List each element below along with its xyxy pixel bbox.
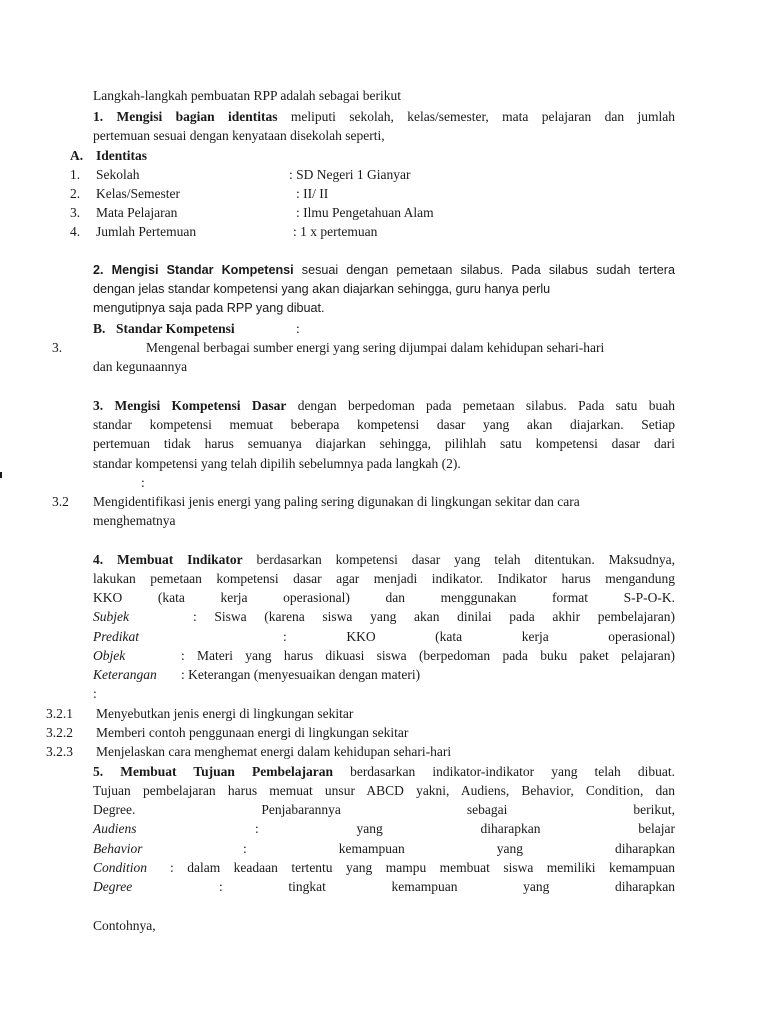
- behavior-text: : kemampuan yang diharapkan: [243, 841, 675, 856]
- step3-line-4: standar kompetensi yang telah dipilih sebelumnya pada langkah (2).: [93, 456, 461, 471]
- step3-line-2: standar kompetensi memuat beberapa kompetensi dasar yang akan diajarkan. Setiap: [93, 417, 675, 432]
- indikator-text: Menjelaskan cara menghemat energi dalam kehidupan sehari-hari: [96, 744, 452, 759]
- degree-label: Degree: [93, 879, 133, 894]
- indikator-number: 3.2.3: [46, 744, 73, 759]
- step4-line-3: KKO (kata kerja operasional) dan menggunakan format S-P-O-K.: [93, 590, 675, 605]
- identitas-row-num: 2.: [70, 186, 81, 201]
- condition-label: Condition: [93, 860, 148, 875]
- identitas-row-value: : II/ II: [296, 186, 329, 201]
- step2-text: sesuai dengan pemetaan silabus. Pada silabus sudah tertera: [293, 263, 675, 277]
- subjek-text: : Siswa (karena siswa yang akan dinilai pada akhir pembelajaran): [193, 609, 675, 624]
- identitas-row-label: Jumlah Pertemuan: [96, 224, 197, 239]
- audiens-text: : yang diharapkan belajar: [255, 821, 675, 836]
- step2-line-1: [93, 261, 675, 280]
- indikator-number: 3.2.1: [46, 706, 73, 721]
- intro-text: Langkah-langkah pembuatan RPP adalah sebagai berikut: [93, 88, 402, 103]
- step4-heading: 4. Membuat Indikator: [93, 552, 243, 567]
- contoh-text: Contohnya,: [93, 918, 156, 933]
- step3-text: dengan berpedoman pada pemetaan silabus. Pada satu buah: [286, 398, 675, 413]
- step2-line-2: dengan jelas standar kompetensi yang akan diajarkan sehingga, guru hanya perlu: [93, 282, 551, 296]
- identitas-row-value: : 1 x pertemuan: [293, 224, 378, 239]
- indikator-text: Menyebutkan jenis energi di lingkungan sekitar: [96, 706, 354, 721]
- step3-heading: 3. Mengisi Kompetensi Dasar: [93, 398, 287, 413]
- condition-text: : dalam keadaan tertentu yang mampu membuat siswa memiliki kemampuan: [170, 860, 675, 875]
- identitas-row-label: Kelas/Semester: [96, 186, 180, 201]
- step5-line-3: Degree. Penjabarannya sebagai berikut,: [93, 802, 675, 817]
- identitas-heading: Identitas: [96, 148, 148, 163]
- kd-number: 3.2: [52, 494, 69, 509]
- step4-text: berdasarkan kompetensi dasar yang telah ditentukan. Maksudnya,: [242, 552, 675, 567]
- step1-line-2: pertemuan sesuai dengan kenyataan disekolah seperti,: [93, 128, 385, 143]
- step5-line-1: [93, 762, 675, 781]
- standar-heading-number: B.: [93, 321, 106, 336]
- step1-line-1: [93, 107, 675, 126]
- step2-heading: 2. Mengisi Standar Kompetensi: [93, 263, 294, 277]
- subjek-label: Subjek: [93, 609, 129, 624]
- step1-heading: 1. Mengisi bagian identitas: [93, 109, 278, 124]
- kd-colon: :: [141, 475, 145, 490]
- step4-line-1: [93, 550, 675, 569]
- identitas-row-num: 1.: [70, 167, 81, 182]
- standar-item-number: 3.: [52, 340, 63, 355]
- step4-line-2: lakukan pemetaan kompetensi dasar agar menjadi indikator. Indikator harus mengandung: [93, 571, 675, 586]
- keterangan-label: Keterangan: [93, 667, 157, 682]
- audiens-label: Audiens: [93, 821, 137, 836]
- kd-text: Mengidentifikasi jenis energi yang paling sering digunakan di lingkungan sekitar dan cara: [93, 494, 580, 509]
- indikator-text: Memberi contoh penggunaan energi di lingkungan sekitar: [96, 725, 409, 740]
- objek-label: Objek: [93, 648, 126, 663]
- standar-heading: Standar Kompetensi: [116, 321, 235, 336]
- predikat-label: Predikat: [93, 629, 139, 644]
- identitas-row-num: 4.: [70, 224, 81, 239]
- identitas-row-num: 3.: [70, 205, 81, 220]
- step2-line-3: mengutipnya saja pada RPP yang dibuat.: [93, 301, 325, 315]
- identitas-row-label: Mata Pelajaran: [96, 205, 178, 220]
- indikator-colon: :: [93, 686, 97, 701]
- step5-text: berdasarkan indikator-indikator yang telah dibuat.: [332, 764, 676, 779]
- standar-item-text: Mengenal berbagai sumber energi yang sering dijumpai dalam kehidupan sehari-hari: [146, 340, 605, 355]
- identitas-row-value: : SD Negeri 1 Gianyar: [289, 167, 411, 182]
- standar-item-text-cont: dan kegunaannya: [93, 359, 188, 374]
- objek-text: : Materi yang harus dikuasi siswa (berpedoman pada buku paket pelajaran): [181, 648, 675, 663]
- predikat-text: : KKO (kata kerja operasional): [283, 629, 675, 644]
- behavior-label: Behavior: [93, 841, 143, 856]
- step3-line-3: pertemuan tidak harus semuanya diajarkan sehingga, pilihlah satu kompetensi dasar dari: [93, 436, 675, 451]
- step5-heading: 5. Membuat Tujuan Pembelajaran: [93, 764, 333, 779]
- margin-mark: [0, 472, 2, 478]
- step1-text: meliputi sekolah, kelas/semester, mata pelajaran dan jumlah: [277, 109, 675, 124]
- identitas-row-label: Sekolah: [96, 167, 140, 182]
- identitas-heading-number: A.: [70, 148, 84, 163]
- indikator-number: 3.2.2: [46, 725, 73, 740]
- identitas-row-value: : Ilmu Pengetahuan Alam: [296, 205, 434, 220]
- standar-colon: :: [296, 321, 300, 336]
- step3-line-1: [93, 396, 675, 415]
- degree-text: : tingkat kemampuan yang diharapkan: [219, 879, 675, 894]
- kd-text-cont: menghematnya: [93, 513, 176, 528]
- keterangan-text: : Keterangan (menyesuaikan dengan materi): [181, 667, 421, 682]
- step5-line-2: Tujuan pembelajaran harus memuat unsur ABCD yakni, Audiens, Behavior, Condition, dan: [93, 783, 675, 798]
